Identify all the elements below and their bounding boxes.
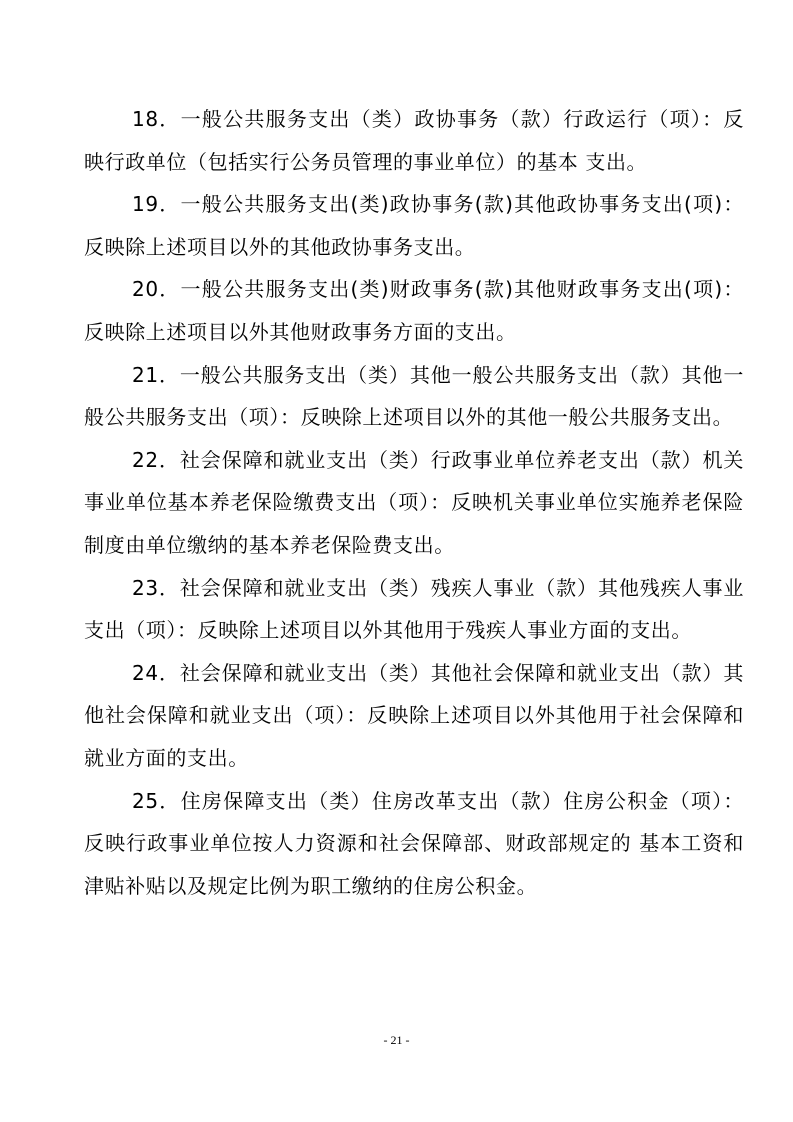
paragraph-item-22: 22．社会保障和就业支出（类）行政事业单位养老支出（款）机关事业单位基本养老保险缴费支出（项）：反映机关事业单位实施养老保险制度由单位缴纳的基本养老保险费支出。 [84, 447, 744, 557]
paragraph-item-21: 21．一般公共服务支出（类）其他一般公共服务支出（款）其他一般公共服务支出（项）：反映除上述项目以外的其他一般公共服务支出。 [84, 362, 744, 430]
document-body [84, 98, 744, 907]
paragraph-item-19: 19．一般公共服务支出(类)政协事务(款)其他政协事务支出(项)：反映除上述项目以外的其他政协事务支出。 [84, 192, 744, 259]
paragraph-item-18: 18．一般公共服务支出（类）政协事务（款）行政运行（项）：反映行政单位（包括实行公务员管理的事业单位）的基本 支出。 [84, 107, 744, 174]
paragraph-item-25: 25．住房保障支出（类）住房改革支出（款）住房公积金（项）：反映行政事业单位按人力资源和社会保障部、财政部规定的 基本工资和津贴补贴以及规定比例为职工缴纳的住房公积金。 [84, 788, 744, 898]
paragraph-item-24: 24．社会保障和就业支出（类）其他社会保障和就业支出（款）其他社会保障和就业支出（项）：反映除上述项目以外其他用于社会保障和就业方面的支出。 [84, 660, 744, 770]
page-number: - 21 - [383, 1033, 410, 1047]
paragraph-item-23: 23．社会保障和就业支出（类）残疾人事业（款）其他残疾人事业支出（项）：反映除上述项目以外其他用于残疾人事业方面的支出。 [84, 575, 744, 643]
paragraph-item-20: 20．一般公共服务支出(类)财政事务(款)其他财政事务支出(项)：反映除上述项目以外其他财政事务方面的支出。 [84, 277, 744, 344]
